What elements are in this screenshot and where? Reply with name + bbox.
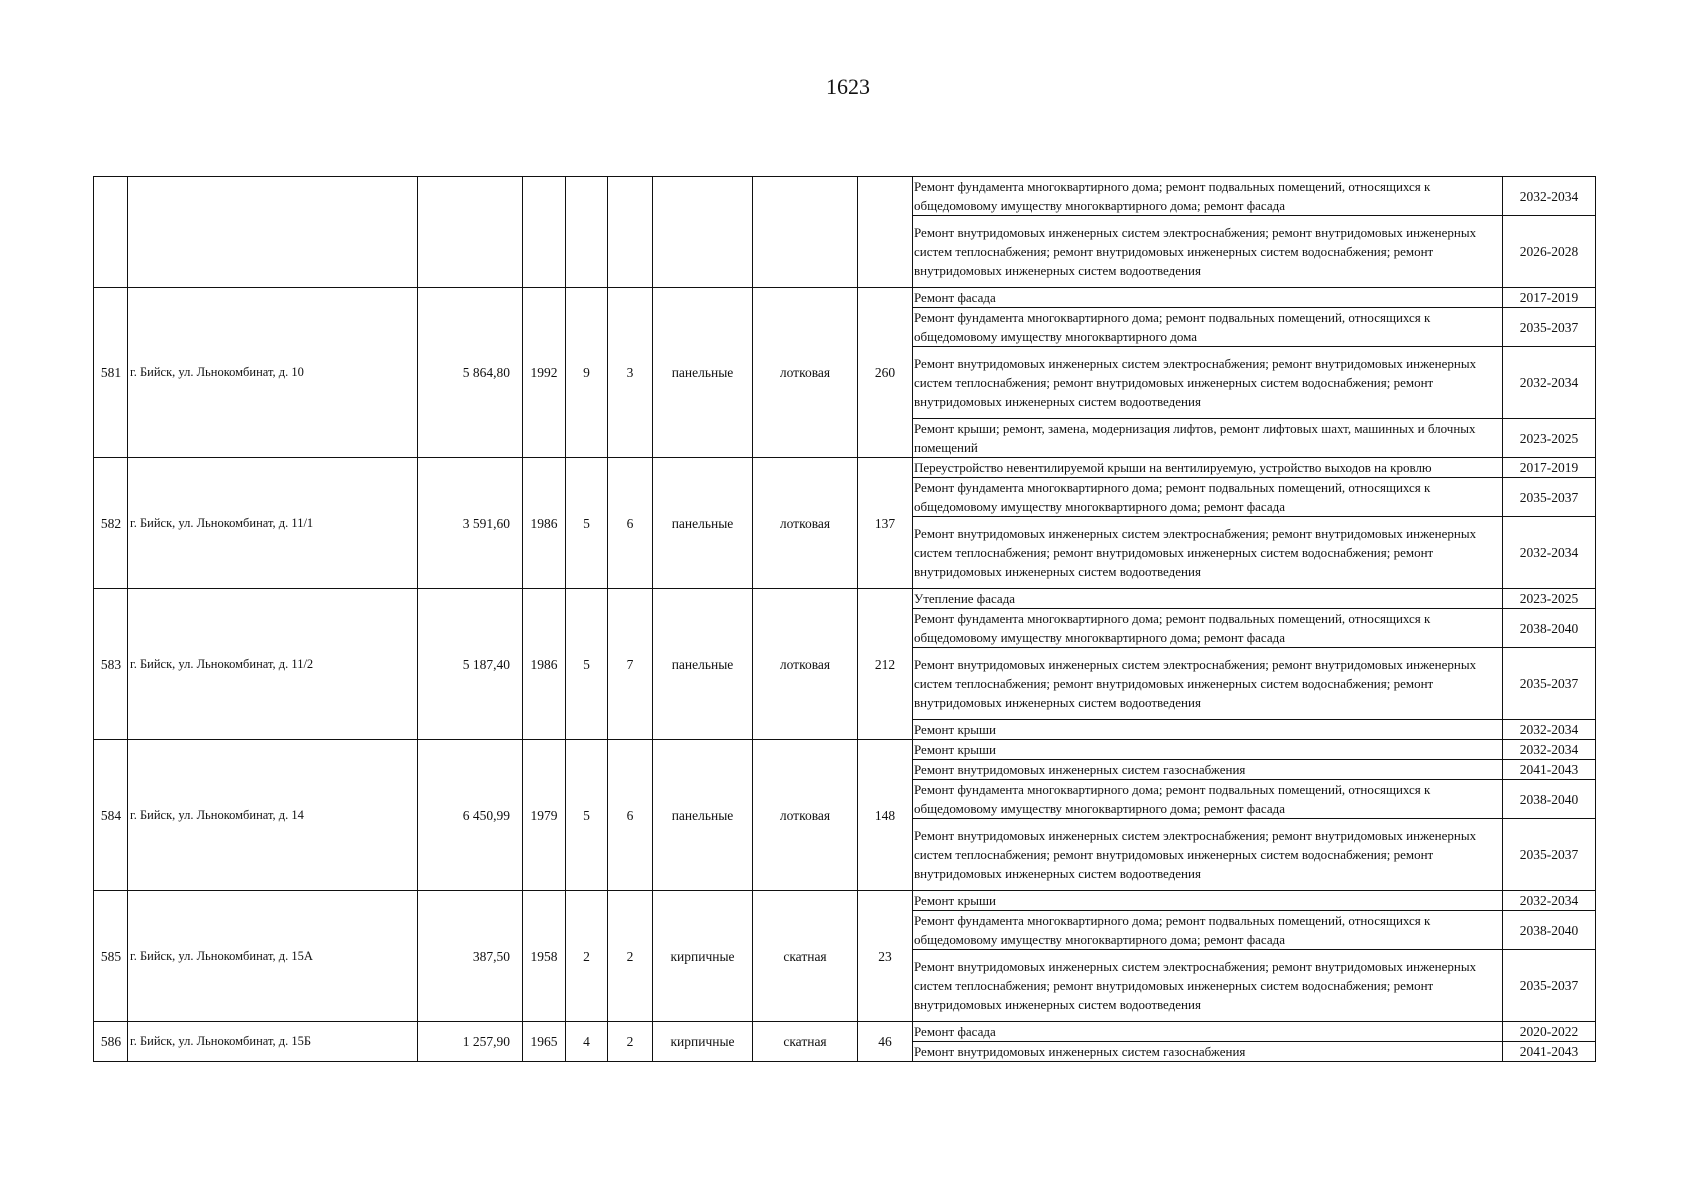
residents: 212 [858,589,913,740]
build-year: 1958 [523,891,566,1022]
wall-material: кирпичные [653,1022,753,1062]
work-period: 2023-2025 [1503,419,1596,458]
roof-cell [753,177,858,288]
page-number: 1623 [826,74,870,99]
build-year: 1992 [523,288,566,458]
total-area: 6 450,99 [418,740,523,891]
residents-cell [858,177,913,288]
work-description: Ремонт фундамента многоквартирного дома; ремонт подвальных помещений, относящихся к общедомовому имуществу многоквартирного дома; ремонт фасада [913,177,1503,216]
entrances: 6 [608,740,653,891]
wall-material: панельные [653,288,753,458]
roof-type: лотковая [753,740,858,891]
wall-material: панельные [653,458,753,589]
address: г. Бийск, ул. Льнокомбинат, д. 15Б [128,1022,418,1062]
row-number: 583 [94,589,128,740]
housing-repair-table [93,176,1596,1062]
residents: 260 [858,288,913,458]
work-period: 2041-2043 [1503,760,1596,780]
address: г. Бийск, ул. Льнокомбинат, д. 10 [128,288,418,458]
table-row [94,589,1596,609]
row-number: 581 [94,288,128,458]
floors: 5 [566,740,608,891]
work-description: Ремонт крыши [913,720,1503,740]
work-description: Ремонт фасада [913,288,1503,308]
roof-type: скатная [753,891,858,1022]
work-description: Переустройство невентилируемой крыши на вентилируемую, устройство выходов на кровлю [913,458,1503,478]
roof-type: скатная [753,1022,858,1062]
floors: 4 [566,1022,608,1062]
work-period: 2023-2025 [1503,589,1596,609]
row-number: 584 [94,740,128,891]
work-period: 2017-2019 [1503,458,1596,478]
residents: 46 [858,1022,913,1062]
year-cell [523,177,566,288]
work-description: Ремонт фундамента многоквартирного дома; ремонт подвальных помещений, относящихся к общедомовому имуществу многоквартирного дома [913,308,1503,347]
work-description: Ремонт внутридомовых инженерных систем электроснабжения; ремонт внутридомовых инженерных систем теплоснабжения; ремонт внутридомовых инженерных систем водоснабжения; ремонт внутридомовых инженерных систем водоотведения [913,517,1503,589]
row-number: 582 [94,458,128,589]
work-description: Ремонт внутридомовых инженерных систем электроснабжения; ремонт внутридомовых инженерных систем теплоснабжения; ремонт внутридомовых инженерных систем водоснабжения; ремонт внутридомовых инженерных систем водоотведения [913,216,1503,288]
work-period: 2038-2040 [1503,780,1596,819]
floors: 2 [566,891,608,1022]
wall-material: кирпичные [653,891,753,1022]
work-description: Ремонт фундамента многоквартирного дома; ремонт подвальных помещений, относящихся к общедомовому имуществу многоквартирного дома; ремонт фасада [913,609,1503,648]
floors: 9 [566,288,608,458]
table-row [94,288,1596,308]
residents: 148 [858,740,913,891]
work-description: Ремонт крыши; ремонт, замена, модернизация лифтов, ремонт лифтовых шахт, машинных и блочных помещений [913,419,1503,458]
roof-type: лотковая [753,288,858,458]
roof-type: лотковая [753,458,858,589]
address: г. Бийск, ул. Льнокомбинат, д. 11/2 [128,589,418,740]
row-number: 586 [94,1022,128,1062]
entrances: 3 [608,288,653,458]
work-period: 2017-2019 [1503,288,1596,308]
table-row [94,1022,1596,1042]
entrances-cell [608,177,653,288]
entrances: 2 [608,1022,653,1062]
work-description: Ремонт внутридомовых инженерных систем электроснабжения; ремонт внутридомовых инженерных систем теплоснабжения; ремонт внутридомовых инженерных систем водоснабжения; ремонт внутридомовых инженерных систем водоотведения [913,648,1503,720]
work-description: Ремонт фундамента многоквартирного дома; ремонт подвальных помещений, относящихся к общедомовому имуществу многоквартирного дома; ремонт фасада [913,911,1503,950]
work-period: 2035-2037 [1503,950,1596,1022]
work-description: Ремонт фасада [913,1022,1503,1042]
work-description: Ремонт фундамента многоквартирного дома; ремонт подвальных помещений, относящихся к общедомовому имуществу многоквартирного дома; ремонт фасада [913,780,1503,819]
work-description: Ремонт внутридомовых инженерных систем газоснабжения [913,760,1503,780]
row-number-cell [94,177,128,288]
work-description: Ремонт внутридомовых инженерных систем электроснабжения; ремонт внутридомовых инженерных систем теплоснабжения; ремонт внутридомовых инженерных систем водоснабжения; ремонт внутридомовых инженерных систем водоотведения [913,347,1503,419]
total-area: 5 187,40 [418,589,523,740]
work-period: 2038-2040 [1503,911,1596,950]
work-period: 2032-2034 [1503,177,1596,216]
table-row [94,458,1596,478]
entrances: 2 [608,891,653,1022]
work-period: 2032-2034 [1503,891,1596,911]
total-area: 5 864,80 [418,288,523,458]
row-number: 585 [94,891,128,1022]
work-period: 2035-2037 [1503,308,1596,347]
total-area: 3 591,60 [418,458,523,589]
address-cell [128,177,418,288]
wall-material: панельные [653,589,753,740]
work-description: Утепление фасада [913,589,1503,609]
roof-type: лотковая [753,589,858,740]
work-description: Ремонт фундамента многоквартирного дома; ремонт подвальных помещений, относящихся к общедомовому имуществу многоквартирного дома; ремонт фасада [913,478,1503,517]
work-period: 2026-2028 [1503,216,1596,288]
total-area: 387,50 [418,891,523,1022]
work-description: Ремонт внутридомовых инженерных систем электроснабжения; ремонт внутридомовых инженерных систем теплоснабжения; ремонт внутридомовых инженерных систем водоснабжения; ремонт внутридомовых инженерных систем водоотведения [913,950,1503,1022]
build-year: 1986 [523,458,566,589]
wall-material: панельные [653,740,753,891]
work-period: 2041-2043 [1503,1042,1596,1062]
table-row [94,177,1596,216]
build-year: 1965 [523,1022,566,1062]
address: г. Бийск, ул. Льнокомбинат, д. 11/1 [128,458,418,589]
work-period: 2035-2037 [1503,648,1596,720]
table-row [94,740,1596,760]
build-year: 1986 [523,589,566,740]
entrances: 7 [608,589,653,740]
address: г. Бийск, ул. Льнокомбинат, д. 14 [128,740,418,891]
work-description: Ремонт крыши [913,740,1503,760]
entrances: 6 [608,458,653,589]
build-year: 1979 [523,740,566,891]
work-description: Ремонт внутридомовых инженерных систем электроснабжения; ремонт внутридомовых инженерных систем теплоснабжения; ремонт внутридомовых инженерных систем водоснабжения; ремонт внутридомовых инженерных систем водоотведения [913,819,1503,891]
table-row [94,891,1596,911]
work-description: Ремонт крыши [913,891,1503,911]
floors: 5 [566,458,608,589]
residents: 137 [858,458,913,589]
work-period: 2020-2022 [1503,1022,1596,1042]
area-cell [418,177,523,288]
work-period: 2032-2034 [1503,517,1596,589]
work-period: 2032-2034 [1503,720,1596,740]
total-area: 1 257,90 [418,1022,523,1062]
floors: 5 [566,589,608,740]
residents: 23 [858,891,913,1022]
work-period: 2035-2037 [1503,819,1596,891]
work-description: Ремонт внутридомовых инженерных систем газоснабжения [913,1042,1503,1062]
work-period: 2038-2040 [1503,609,1596,648]
work-period: 2032-2034 [1503,347,1596,419]
work-period: 2032-2034 [1503,740,1596,760]
address: г. Бийск, ул. Льнокомбинат, д. 15А [128,891,418,1022]
work-period: 2035-2037 [1503,478,1596,517]
floors-cell [566,177,608,288]
walls-cell [653,177,753,288]
